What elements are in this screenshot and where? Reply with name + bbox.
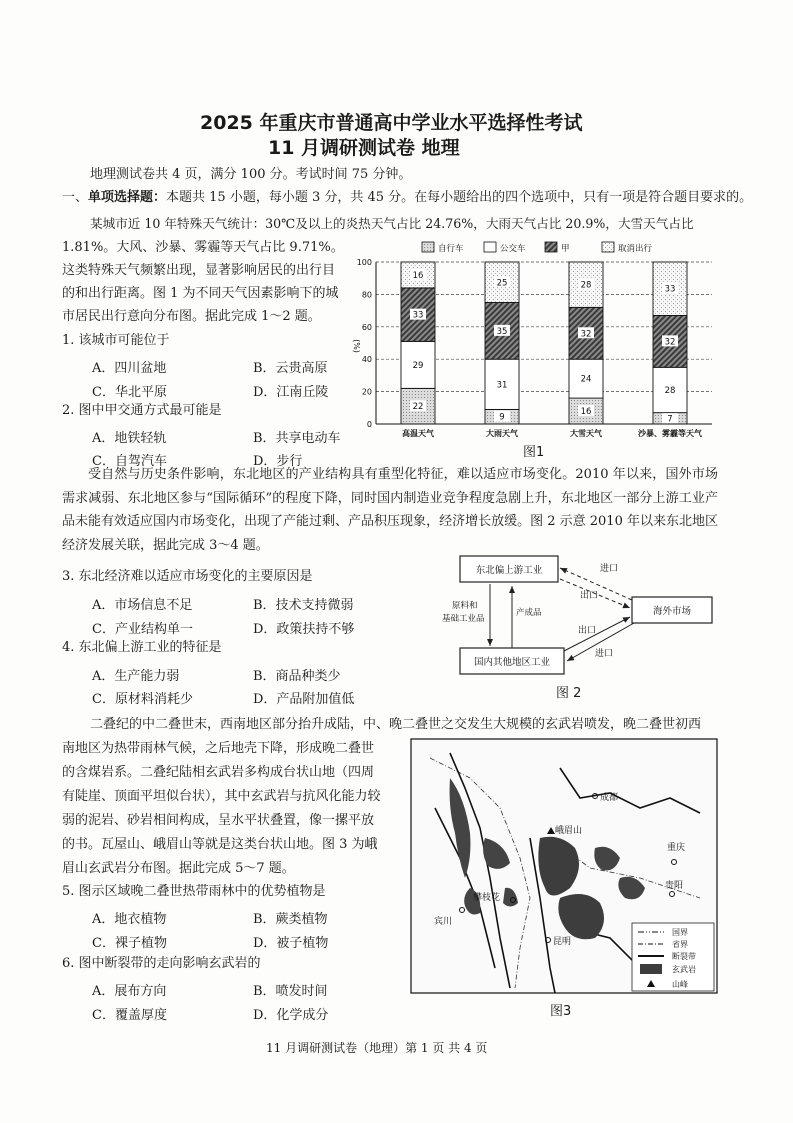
label-product: 产成品 — [516, 608, 542, 618]
chart-value-label: 16 — [412, 270, 424, 281]
legend-province-label: 省界 — [672, 940, 688, 949]
legend-peak-label: 山峰 — [672, 980, 688, 989]
figure1-caption: 图1 — [523, 445, 545, 460]
q1-option-d[interactable]: D．江南丘陵 — [253, 385, 329, 400]
chart-value-label: 25 — [496, 278, 508, 289]
q2-option-d[interactable]: D．步行 — [253, 454, 303, 469]
chart-legend-label: 取消出行 — [618, 244, 653, 254]
chart-value-label: 35 — [496, 326, 508, 337]
chart-legend-swatch — [602, 242, 614, 252]
figure2-caption: 图 2 — [556, 686, 582, 701]
passage1-line2: 1.81%。大风、沙暴、雾霾等天气占比 9.71%。 — [62, 240, 344, 255]
city-binchuan-label: 宾川 — [434, 917, 453, 927]
passage3-line1: 二叠纪的中二叠世末，西南地区部分抬升成陆，中、晚二叠世之交发生大规模的玄武岩喷发，晚二叠世初西 — [90, 717, 702, 732]
chart-value-label: 16 — [580, 407, 592, 418]
q2-option-c[interactable]: C．自驾汽车 — [92, 454, 167, 469]
chart-ytick-label: 40 — [361, 355, 372, 365]
chart-value-label: 33 — [664, 284, 676, 295]
city-kunming-label: 昆明 — [553, 937, 572, 947]
passage1-line4: 的和出行距离。图 1 为不同天气因素影响下的城 — [62, 286, 339, 301]
chart-legend-label: 自行车 — [438, 244, 464, 254]
q4-stem: 4. 东北偏上游工业的特征是 — [62, 640, 222, 655]
passage3-line6: 的书。瓦屋山、峨眉山等就是这类台状山地。图 3 为峨 — [62, 837, 378, 852]
section-label: 单项选择题： — [88, 190, 167, 205]
chart-value-label: 28 — [664, 385, 676, 396]
city-guiyang-label: 贵阳 — [665, 881, 684, 891]
chart-ytick-label: 60 — [361, 322, 372, 332]
q3-stem: 3. 东北经济难以适应市场变化的主要原因是 — [62, 569, 313, 584]
chart-value-label: 32 — [580, 329, 592, 340]
chart-value-label: 24 — [580, 374, 592, 385]
chart-value-label: 32 — [664, 337, 676, 348]
label-import-1: 进口 — [600, 564, 619, 574]
figure1-chart — [340, 238, 720, 460]
q3-option-b[interactable]: B．技术支持微弱 — [253, 598, 354, 613]
section-instructions: 本题共 15 小题，每小题 3 分，共 45 分。在每小题给出的四个选项中，只有一项是符合题目要求的。 — [166, 190, 753, 205]
passage1-line1: 某城市近 10 年特殊天气统计：30℃及以上的炎热天气占比 24.76%，大雨天气占比 20.9%，大雪天气占比 — [90, 216, 694, 231]
chart-legend-swatch — [545, 242, 557, 252]
chart-ytick-label: 20 — [361, 387, 372, 397]
chart-legend-swatch — [422, 242, 434, 252]
section-number: 一、 — [62, 190, 89, 205]
q6-option-a[interactable]: A．展布方向 — [92, 984, 167, 999]
chart-legend-label: 甲 — [561, 244, 570, 254]
chart-value-label: 7 — [667, 414, 673, 425]
section-heading — [62, 186, 752, 209]
chart-y-axis-label: (%) — [352, 339, 361, 353]
passage3-line5: 弱的泥岩、砂岩相间构成，呈水平状叠置，像一摞平放 — [62, 813, 375, 828]
label-raw-1: 原料和 — [452, 601, 478, 611]
chart-category-label: 沙暴、雾霾等天气 — [638, 429, 702, 438]
chart-category-label: 高温天气 — [402, 429, 434, 438]
arrow-export-domestic — [564, 617, 630, 651]
q3-option-c[interactable]: C．产业结构单一 — [92, 622, 193, 637]
q4-option-d[interactable]: D．产品附加值低 — [253, 692, 355, 707]
exam-subtitle: 11 月调研测试卷 地理 — [268, 137, 460, 159]
chart-value-label: 29 — [412, 360, 424, 371]
q5-option-b[interactable]: B．蕨类植物 — [253, 912, 328, 927]
legend-basalt-swatch — [640, 964, 662, 974]
passage2-text: 受自然与历史条件影响，东北地区的产业结构具有重型化特征，难以适应市场变化。2010 年以来，国外市场需求减弱、东北地区参与“国际循环”的程度下降，同时国内制造业竞争程度急剧上升，东北地区一部分上游工业产品未能有效适应国内市场变化，出现了产能过剩、产品积压现象，经济增长放缓。图 2 示意 2010 年以来东北地区经济发展关联，据此完成 3～4 题。 — [62, 467, 718, 553]
city-chengdu-label: 成都 — [600, 793, 619, 803]
q2-option-a[interactable]: A．地铁轻轨 — [92, 431, 167, 446]
exam-title: 2025 年重庆市普通高中学业水平选择性考试 — [200, 112, 583, 134]
city-panzhihua-label: 攀枝花 — [473, 893, 501, 903]
chart-legend-swatch — [484, 242, 496, 252]
q1-option-a[interactable]: A．四川盆地 — [92, 361, 167, 376]
q4-option-b[interactable]: B．商品种类少 — [253, 669, 341, 684]
passage3-line2: 南地区为热带雨林气候，之后地壳下降，形成晚二叠世 — [62, 741, 375, 756]
q6-option-d[interactable]: D．化学成分 — [253, 1008, 329, 1023]
q1-stem: 1. 该城市可能位于 — [62, 333, 170, 348]
q2-stem: 2. 图中甲交通方式最可能是 — [62, 403, 222, 418]
label-export-2: 出口 — [578, 626, 597, 636]
box-overseas-label: 海外市场 — [652, 606, 692, 617]
passage1-line5: 市居民出行意向分布图。据此完成 1～2 题。 — [62, 309, 321, 324]
chart-category-label: 大雨天气 — [486, 429, 518, 438]
chart-ytick-label: 80 — [361, 290, 372, 300]
q3-option-d[interactable]: D．政策扶持不够 — [253, 622, 355, 637]
q5-option-d[interactable]: D．被子植物 — [253, 936, 329, 951]
chart-ytick-label: 0 — [366, 420, 372, 429]
q5-option-c[interactable]: C．裸子植物 — [92, 936, 167, 951]
q4-option-a[interactable]: A．生产能力弱 — [92, 669, 180, 684]
passage3-line4: 有陡崖、顶面平坦似台状），其中玄武岩与抗风化能力较 — [62, 789, 381, 804]
figure3-caption: 图3 — [550, 1004, 572, 1019]
q3-option-a[interactable]: A．市场信息不足 — [92, 598, 193, 613]
passage1-line3: 这类特殊天气频繁出现，显著影响居民的出行目 — [62, 263, 336, 278]
chart-value-label: 31 — [496, 380, 508, 391]
chart-legend-label: 公交车 — [500, 244, 526, 254]
city-chongqing-label: 重庆 — [667, 843, 686, 853]
q6-stem: 6. 图中断裂带的走向影响玄武岩的 — [62, 956, 261, 971]
q2-option-b[interactable]: B．共享电动车 — [253, 431, 341, 446]
chart-ytick-label: 100 — [356, 258, 372, 267]
label-raw-2: 基础工业品 — [442, 614, 485, 624]
chart-value-label: 33 — [412, 310, 424, 321]
chart-value-label: 28 — [580, 280, 592, 291]
box-domestic-label: 国内其他地区工业 — [473, 657, 551, 668]
q6-option-b[interactable]: B．喷发时间 — [253, 984, 328, 999]
figure3-map — [410, 738, 720, 996]
figure2-diagram — [430, 548, 720, 700]
passage3-line3: 的含煤岩系。二叠纪陆相玄武岩多构成台状山地（四周 — [62, 765, 375, 780]
q6-option-c[interactable]: C．覆盖厚度 — [92, 1008, 167, 1023]
chart-value-label: 22 — [412, 402, 424, 413]
passage3-line7: 眉山玄武岩分布图。据此完成 5～7 题。 — [62, 861, 295, 876]
label-import-2: 进口 — [595, 649, 614, 659]
q4-option-c[interactable]: C．原材料消耗少 — [92, 692, 193, 707]
chart-value-label: 9 — [499, 412, 505, 423]
q5-stem: 5. 图示区域晚二叠世热带雨林中的优势植物是 — [62, 884, 326, 899]
label-export-1: 出口 — [580, 591, 599, 601]
box-ne-upstream-label: 东北偏上游工业 — [475, 565, 543, 576]
legend-basalt-label: 玄武岩 — [672, 965, 696, 974]
page-footer: 11 月调研测试卷（地理）第 1 页 共 4 页 — [266, 1041, 488, 1055]
chart-category-label: 大雪天气 — [570, 429, 602, 438]
exam-info: 地理测试卷共 4 页，满分 100 分。考试时间 75 分钟。 — [90, 167, 412, 182]
legend-country-label: 国界 — [672, 928, 688, 937]
q1-option-b[interactable]: B．云贵高原 — [253, 361, 328, 376]
legend-fault-label: 断裂带 — [672, 952, 696, 961]
city-emeishan-label: 峨眉山 — [555, 826, 583, 836]
q5-option-a[interactable]: A．地衣植物 — [92, 912, 167, 927]
q1-option-c[interactable]: C．华北平原 — [92, 385, 167, 400]
